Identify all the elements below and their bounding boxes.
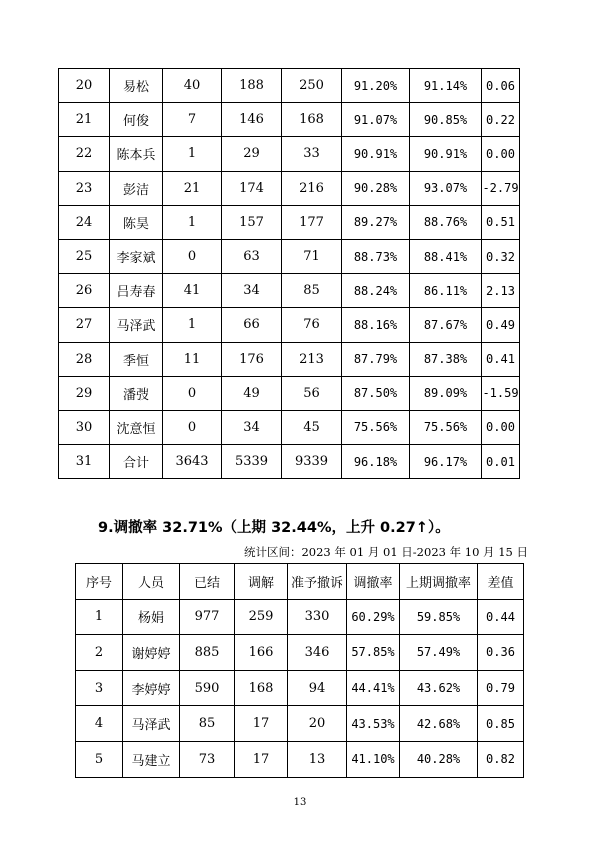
prior-rate-cell: 91.14% bbox=[410, 69, 482, 103]
mediated-cell: 34 bbox=[222, 410, 282, 444]
statistics-period: 统计区间：2023 年 01 月 01 日-2023 年 10 月 15 日 bbox=[243, 545, 528, 559]
table-row bbox=[59, 376, 520, 410]
index-cell: 5 bbox=[76, 741, 123, 777]
difference-cell: 0.06 bbox=[482, 69, 520, 103]
name-cell: 谢婷婷 bbox=[123, 635, 180, 671]
table-row bbox=[76, 706, 524, 742]
mediated-cell: 17 bbox=[235, 706, 288, 742]
mediated-cell: 63 bbox=[222, 239, 282, 273]
name-cell: 季恒 bbox=[110, 342, 163, 376]
difference-cell: 0.22 bbox=[482, 103, 520, 137]
table-row bbox=[59, 171, 520, 205]
table-row bbox=[76, 741, 524, 777]
rate-cell: 96.18% bbox=[342, 445, 410, 479]
name-cell: 陈本兵 bbox=[110, 137, 163, 171]
index-cell: 24 bbox=[59, 205, 110, 239]
rate-cell: 60.29% bbox=[347, 599, 400, 635]
prior-rate-cell: 93.07% bbox=[410, 171, 482, 205]
prior-rate-cell: 87.38% bbox=[410, 342, 482, 376]
mediated-cell: 157 bbox=[222, 205, 282, 239]
index-cell: 3 bbox=[76, 670, 123, 706]
prior-rate-cell: 75.56% bbox=[410, 410, 482, 444]
table-row bbox=[59, 239, 520, 273]
mediated-cell: 49 bbox=[222, 376, 282, 410]
closed-cell: 11 bbox=[163, 342, 222, 376]
closed-cell: 1 bbox=[163, 205, 222, 239]
difference-cell: 0.79 bbox=[478, 670, 524, 706]
table-row bbox=[59, 274, 520, 308]
closed-cell: 885 bbox=[180, 635, 235, 671]
index-cell: 28 bbox=[59, 342, 110, 376]
name-cell: 马建立 bbox=[123, 741, 180, 777]
closed-cell: 73 bbox=[180, 741, 235, 777]
withdrawn-cell: 94 bbox=[288, 670, 347, 706]
difference-cell: -2.79 bbox=[482, 171, 520, 205]
name-cell: 何俊 bbox=[110, 103, 163, 137]
withdrawn-cell: 216 bbox=[282, 171, 342, 205]
withdrawn-cell: 71 bbox=[282, 239, 342, 273]
name-cell: 杨娟 bbox=[123, 599, 180, 635]
ranking-table-continued bbox=[58, 68, 520, 479]
table-row bbox=[59, 103, 520, 137]
difference-cell: -1.59 bbox=[482, 376, 520, 410]
rate-cell: 88.16% bbox=[342, 308, 410, 342]
rate-cell: 90.28% bbox=[342, 171, 410, 205]
withdrawn-cell: 177 bbox=[282, 205, 342, 239]
index-cell: 29 bbox=[59, 376, 110, 410]
header-closed: 已结 bbox=[180, 564, 235, 600]
name-cell: 李家斌 bbox=[110, 239, 163, 273]
mediated-cell: 166 bbox=[235, 635, 288, 671]
withdrawn-cell: 56 bbox=[282, 376, 342, 410]
closed-cell: 977 bbox=[180, 599, 235, 635]
table-row bbox=[59, 410, 520, 444]
rate-cell: 44.41% bbox=[347, 670, 400, 706]
closed-cell: 41 bbox=[163, 274, 222, 308]
prior-rate-cell: 59.85% bbox=[400, 599, 478, 635]
rate-cell: 41.10% bbox=[347, 741, 400, 777]
withdrawn-cell: 45 bbox=[282, 410, 342, 444]
rate-cell: 88.24% bbox=[342, 274, 410, 308]
table-row bbox=[59, 342, 520, 376]
ranking-table-body bbox=[59, 69, 520, 479]
table-row bbox=[76, 670, 524, 706]
mediated-cell: 146 bbox=[222, 103, 282, 137]
closed-cell: 1 bbox=[163, 308, 222, 342]
page-number: 13 bbox=[293, 797, 307, 808]
rate-cell: 88.73% bbox=[342, 239, 410, 273]
difference-cell: 0.36 bbox=[478, 635, 524, 671]
table-header-row bbox=[76, 564, 524, 600]
prior-rate-cell: 57.49% bbox=[400, 635, 478, 671]
withdrawn-cell: 330 bbox=[288, 599, 347, 635]
name-cell: 潘弢 bbox=[110, 376, 163, 410]
rate-cell: 91.20% bbox=[342, 69, 410, 103]
withdrawn-cell: 20 bbox=[288, 706, 347, 742]
name-cell: 合计 bbox=[110, 445, 163, 479]
name-cell: 彭洁 bbox=[110, 171, 163, 205]
table-row bbox=[59, 137, 520, 171]
difference-cell: 0.41 bbox=[482, 342, 520, 376]
mediated-cell: 17 bbox=[235, 741, 288, 777]
section-heading: 9.调撤率 32.71%（上期 32.44%，上升 0.27↑）。 bbox=[98, 520, 450, 536]
rate-cell: 75.56% bbox=[342, 410, 410, 444]
mediated-cell: 176 bbox=[222, 342, 282, 376]
prior-rate-cell: 43.62% bbox=[400, 670, 478, 706]
table-row bbox=[76, 599, 524, 635]
difference-cell: 0.49 bbox=[482, 308, 520, 342]
mediated-cell: 66 bbox=[222, 308, 282, 342]
table-row bbox=[59, 308, 520, 342]
rate-cell: 87.50% bbox=[342, 376, 410, 410]
header-mediated: 调解 bbox=[235, 564, 288, 600]
rate-cell: 57.85% bbox=[347, 635, 400, 671]
difference-cell: 0.00 bbox=[482, 137, 520, 171]
prior-rate-cell: 96.17% bbox=[410, 445, 482, 479]
prior-rate-cell: 87.67% bbox=[410, 308, 482, 342]
table-row bbox=[59, 69, 520, 103]
header-person: 人员 bbox=[123, 564, 180, 600]
difference-cell: 0.44 bbox=[478, 599, 524, 635]
difference-cell: 0.01 bbox=[482, 445, 520, 479]
name-cell: 李婷婷 bbox=[123, 670, 180, 706]
header-withdrawal-permitted: 准予撤诉 bbox=[288, 564, 347, 600]
withdrawn-cell: 76 bbox=[282, 308, 342, 342]
mediated-cell: 259 bbox=[235, 599, 288, 635]
rate-cell: 87.79% bbox=[342, 342, 410, 376]
index-cell: 21 bbox=[59, 103, 110, 137]
closed-cell: 0 bbox=[163, 239, 222, 273]
difference-cell: 0.82 bbox=[478, 741, 524, 777]
mediation-withdrawal-rate-table bbox=[75, 563, 524, 778]
prior-rate-cell: 89.09% bbox=[410, 376, 482, 410]
mediated-cell: 174 bbox=[222, 171, 282, 205]
prior-rate-cell: 88.76% bbox=[410, 205, 482, 239]
difference-cell: 0.00 bbox=[482, 410, 520, 444]
header-difference: 差值 bbox=[478, 564, 524, 600]
difference-cell: 0.85 bbox=[478, 706, 524, 742]
closed-cell: 590 bbox=[180, 670, 235, 706]
name-cell: 陈昊 bbox=[110, 205, 163, 239]
closed-cell: 40 bbox=[163, 69, 222, 103]
index-cell: 23 bbox=[59, 171, 110, 205]
withdrawn-cell: 13 bbox=[288, 741, 347, 777]
mediated-cell: 5339 bbox=[222, 445, 282, 479]
index-cell: 27 bbox=[59, 308, 110, 342]
withdrawn-cell: 33 bbox=[282, 137, 342, 171]
withdrawn-cell: 346 bbox=[288, 635, 347, 671]
rate-cell: 43.53% bbox=[347, 706, 400, 742]
table-row bbox=[59, 205, 520, 239]
index-cell: 1 bbox=[76, 599, 123, 635]
withdrawn-cell: 9339 bbox=[282, 445, 342, 479]
difference-cell: 0.51 bbox=[482, 205, 520, 239]
prior-rate-cell: 90.91% bbox=[410, 137, 482, 171]
mediation-table-body bbox=[76, 599, 524, 777]
withdrawn-cell: 250 bbox=[282, 69, 342, 103]
mediated-cell: 168 bbox=[235, 670, 288, 706]
closed-cell: 21 bbox=[163, 171, 222, 205]
withdrawn-cell: 85 bbox=[282, 274, 342, 308]
name-cell: 马泽武 bbox=[110, 308, 163, 342]
header-rate: 调撤率 bbox=[347, 564, 400, 600]
prior-rate-cell: 40.28% bbox=[400, 741, 478, 777]
mediated-cell: 29 bbox=[222, 137, 282, 171]
name-cell: 易松 bbox=[110, 69, 163, 103]
table-row bbox=[59, 445, 520, 479]
closed-cell: 0 bbox=[163, 376, 222, 410]
rate-cell: 89.27% bbox=[342, 205, 410, 239]
closed-cell: 85 bbox=[180, 706, 235, 742]
prior-rate-cell: 90.85% bbox=[410, 103, 482, 137]
closed-cell: 1 bbox=[163, 137, 222, 171]
prior-rate-cell: 86.11% bbox=[410, 274, 482, 308]
header-prior-rate: 上期调撤率 bbox=[400, 564, 478, 600]
index-cell: 20 bbox=[59, 69, 110, 103]
rate-cell: 91.07% bbox=[342, 103, 410, 137]
index-cell: 30 bbox=[59, 410, 110, 444]
header-index: 序号 bbox=[76, 564, 123, 600]
mediated-cell: 188 bbox=[222, 69, 282, 103]
difference-cell: 0.32 bbox=[482, 239, 520, 273]
withdrawn-cell: 213 bbox=[282, 342, 342, 376]
index-cell: 25 bbox=[59, 239, 110, 273]
withdrawn-cell: 168 bbox=[282, 103, 342, 137]
index-cell: 22 bbox=[59, 137, 110, 171]
table-row bbox=[76, 635, 524, 671]
closed-cell: 7 bbox=[163, 103, 222, 137]
prior-rate-cell: 42.68% bbox=[400, 706, 478, 742]
index-cell: 31 bbox=[59, 445, 110, 479]
closed-cell: 3643 bbox=[163, 445, 222, 479]
rate-cell: 90.91% bbox=[342, 137, 410, 171]
name-cell: 马泽武 bbox=[123, 706, 180, 742]
difference-cell: 2.13 bbox=[482, 274, 520, 308]
prior-rate-cell: 88.41% bbox=[410, 239, 482, 273]
name-cell: 吕寿春 bbox=[110, 274, 163, 308]
index-cell: 2 bbox=[76, 635, 123, 671]
index-cell: 4 bbox=[76, 706, 123, 742]
index-cell: 26 bbox=[59, 274, 110, 308]
closed-cell: 0 bbox=[163, 410, 222, 444]
name-cell: 沈意恒 bbox=[110, 410, 163, 444]
mediated-cell: 34 bbox=[222, 274, 282, 308]
